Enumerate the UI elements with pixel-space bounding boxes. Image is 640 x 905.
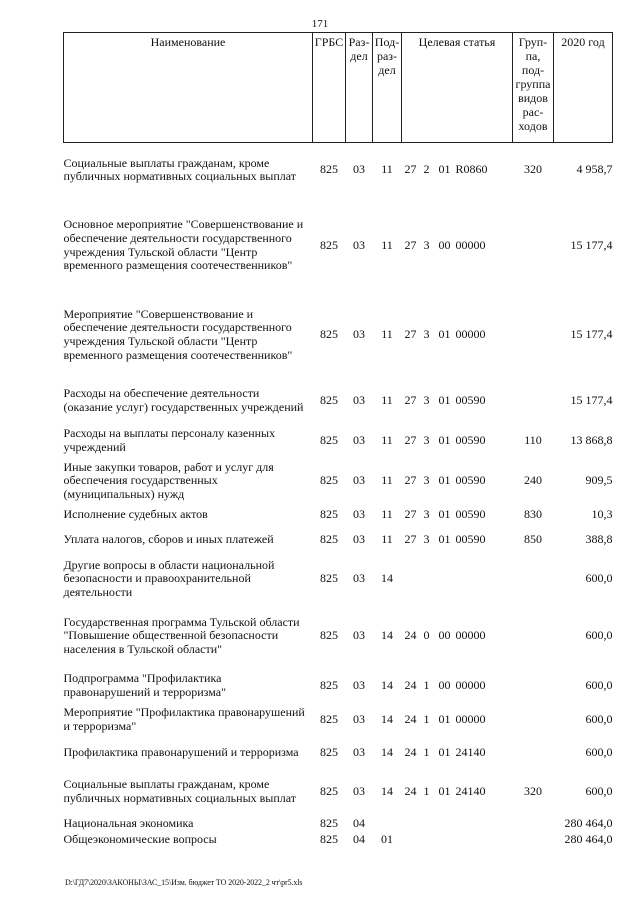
row-razdel: 03 — [353, 392, 365, 407]
row-target-part: 00000 — [455, 237, 486, 252]
row-target-part: 27 — [404, 531, 417, 546]
row-target-part: 3 — [423, 507, 430, 522]
row-target-part: 00 — [438, 677, 451, 692]
row-razdel: 03 — [353, 571, 365, 586]
row-amount: 13 868,8 — [570, 432, 613, 447]
row-grbs: 825 — [320, 831, 338, 846]
row-name: Иные закупки товаров, работ и услуг для обеспечения государственных (муниципальных) нужд — [63, 459, 274, 501]
header-razdel: Раз- дел — [346, 33, 373, 143]
row-amount: 15 177,4 — [570, 237, 613, 252]
row-target-part: 00590 — [455, 392, 486, 407]
row-group: 830 — [524, 507, 542, 522]
row-target-part: 24 — [404, 628, 417, 643]
row-group — [513, 377, 554, 425]
row-name: Государственная программа Тульской области "Повышение общественной безопасности населения в Тульской области" — [63, 614, 300, 656]
row-amount: 600,0 — [585, 711, 613, 726]
row-target-part: 27 — [404, 237, 417, 252]
table-row — [64, 816, 613, 832]
row-podrazdel: 14 — [381, 677, 393, 692]
row-amount: 15 177,4 — [570, 392, 613, 407]
row-group — [513, 816, 554, 832]
row-target-part: 01 — [438, 162, 451, 177]
row-target-part: 3 — [423, 237, 430, 252]
row-target-part: 00590 — [455, 432, 486, 447]
row-podrazdel: 14 — [381, 784, 393, 799]
row-razdel: 04 — [353, 815, 365, 830]
row-razdel: 03 — [353, 327, 365, 342]
table-row — [64, 832, 613, 848]
row-grbs: 825 — [320, 507, 338, 522]
header-name: Наименование — [64, 33, 313, 143]
row-target-part: 01 — [438, 744, 451, 759]
row-amount: 388,8 — [585, 531, 613, 546]
row-target-part: 01 — [438, 392, 451, 407]
row-razdel: 03 — [353, 473, 365, 488]
table-body — [64, 143, 613, 848]
row-name: Мероприятие "Совершенствование и обеспечение деятельности государственного учреждения Тульской области "Центр временного размещения соотечественников" — [63, 306, 293, 362]
row-amount: 600,0 — [585, 677, 613, 692]
row-grbs: 825 — [320, 744, 338, 759]
row-target-part: 1 — [423, 744, 430, 759]
table-row — [64, 737, 613, 769]
row-podrazdel: 14 — [381, 744, 393, 759]
row-podrazdel: 11 — [381, 162, 393, 177]
row-grbs: 825 — [320, 473, 338, 488]
row-target — [402, 816, 513, 832]
row-target — [402, 737, 513, 769]
table-row — [64, 457, 613, 506]
row-target-part: 01 — [438, 507, 451, 522]
row-group — [513, 198, 554, 294]
row-target-part: 27 — [404, 473, 417, 488]
row-razdel: 03 — [353, 507, 365, 522]
row-amount: 600,0 — [585, 784, 613, 799]
table-row — [64, 506, 613, 525]
row-group — [513, 669, 554, 703]
table-row — [64, 555, 613, 604]
row-grbs: 825 — [320, 711, 338, 726]
table-row — [64, 669, 613, 703]
table-row — [64, 604, 613, 669]
row-amount: 4 958,7 — [576, 162, 613, 177]
row-group: 850 — [524, 531, 542, 546]
row-razdel: 04 — [353, 831, 365, 846]
row-group — [513, 703, 554, 737]
row-target-part: 0 — [423, 628, 430, 643]
row-grbs: 825 — [320, 432, 338, 447]
row-target — [402, 525, 513, 555]
row-podrazdel: 11 — [381, 531, 393, 546]
row-target-part: 3 — [423, 432, 430, 447]
row-podrazdel: 01 — [381, 831, 393, 846]
row-grbs: 825 — [320, 162, 338, 177]
row-target-part: 27 — [404, 432, 417, 447]
row-podrazdel: 11 — [381, 473, 393, 488]
row-group — [513, 294, 554, 377]
row-grbs: 825 — [320, 392, 338, 407]
row-name: Основное мероприятие "Совершенствование и обеспечение деятельности государственного учреждения Тульской области "Центр временного размещения соотечественников" — [63, 217, 304, 273]
row-name: Расходы на обеспечение деятельности (оказание услуг) государственных учреждений — [63, 385, 304, 414]
row-target-part: 24 — [404, 744, 417, 759]
row-target — [402, 377, 513, 425]
row-target — [402, 143, 513, 198]
row-target-part: 01 — [438, 473, 451, 488]
row-group: 320 — [524, 784, 542, 799]
row-razdel: 03 — [353, 744, 365, 759]
table-row — [64, 769, 613, 816]
row-name: Исполнение судебных актов — [63, 507, 208, 522]
row-grbs: 825 — [320, 677, 338, 692]
footer-file-path: D:\ГД7\2020\ЗАКОНЫ\ЗАС_15\Изм. бюджет ТО 2020-2022_2 чт\pr5.xls — [65, 878, 303, 887]
row-podrazdel: 14 — [381, 628, 393, 643]
row-grbs: 825 — [320, 784, 338, 799]
row-amount: 15 177,4 — [570, 327, 613, 342]
table-row — [64, 425, 613, 457]
row-group: 110 — [524, 432, 542, 447]
row-name: Уплата налогов, сборов и иных платежей — [63, 531, 274, 546]
row-target-part: 24 — [404, 784, 417, 799]
table-header-row — [64, 33, 613, 143]
row-podrazdel: 11 — [381, 237, 393, 252]
row-grbs: 825 — [320, 628, 338, 643]
row-group: 320 — [524, 162, 542, 177]
row-target-part: 2 — [423, 162, 430, 177]
row-target-part: 01 — [438, 784, 451, 799]
row-target — [402, 457, 513, 506]
row-razdel: 03 — [353, 677, 365, 692]
row-target-part: 1 — [423, 677, 430, 692]
row-target-part: 00000 — [455, 677, 486, 692]
row-amount: 280 464,0 — [564, 815, 613, 830]
row-target-part: 01 — [438, 327, 451, 342]
header-grbs: ГРБС — [313, 33, 346, 143]
table-row — [64, 377, 613, 425]
row-target-part: 1 — [423, 784, 430, 799]
table-row — [64, 703, 613, 737]
row-name: Мероприятие "Профилактика правонарушений и терроризма" — [63, 704, 305, 733]
table-row — [64, 143, 613, 198]
row-target-part: 00590 — [455, 507, 486, 522]
row-target — [402, 604, 513, 669]
budget-table — [63, 32, 613, 848]
row-name: Социальные выплаты гражданам, кроме публичных нормативных социальных выплат — [63, 777, 297, 805]
row-group — [513, 832, 554, 848]
row-target — [402, 425, 513, 457]
page-number: 171 — [311, 18, 329, 30]
row-target — [402, 769, 513, 816]
table-row — [64, 198, 613, 294]
row-podrazdel: 11 — [381, 327, 393, 342]
row-target-part: 1 — [423, 711, 430, 726]
row-target-part: 27 — [404, 162, 417, 177]
row-podrazdel: 11 — [381, 392, 393, 407]
row-target-part: 01 — [438, 531, 451, 546]
header-year: 2020 год — [554, 33, 613, 143]
row-target — [402, 294, 513, 377]
row-target-part: 24 — [404, 711, 417, 726]
row-grbs: 825 — [320, 571, 338, 586]
row-target-part: 00590 — [455, 531, 486, 546]
row-target-part: 3 — [423, 327, 430, 342]
row-target-part: 3 — [423, 392, 430, 407]
row-target — [402, 669, 513, 703]
row-name: Общеэкономические вопросы — [63, 831, 217, 846]
header-target: Целевая статья — [402, 33, 513, 143]
row-target — [402, 832, 513, 848]
row-target-part: 3 — [423, 473, 430, 488]
row-amount: 10,3 — [591, 507, 613, 522]
row-name: Профилактика правонарушений и терроризма — [63, 744, 299, 759]
row-target — [402, 506, 513, 525]
table-row — [64, 294, 613, 377]
row-razdel: 03 — [353, 628, 365, 643]
row-name: Национальная экономика — [63, 815, 194, 830]
row-grbs: 825 — [320, 815, 338, 830]
row-name: Расходы на выплаты персоналу казенных учреждений — [63, 425, 276, 454]
row-razdel: 03 — [353, 237, 365, 252]
row-podrazdel: 11 — [381, 507, 393, 522]
row-target-part: 00000 — [455, 711, 486, 726]
row-target — [402, 198, 513, 294]
row-target — [402, 555, 513, 604]
header-podrazdel: Под- раз- дел — [373, 33, 402, 143]
row-podrazdel: 14 — [381, 711, 393, 726]
row-target-part: 00000 — [455, 628, 486, 643]
row-razdel: 03 — [353, 162, 365, 177]
row-amount: 600,0 — [585, 571, 613, 586]
row-target-part: 01 — [438, 432, 451, 447]
row-razdel: 03 — [353, 531, 365, 546]
row-podrazdel — [373, 816, 402, 832]
row-target-part: 01 — [438, 711, 451, 726]
table-row — [64, 525, 613, 555]
row-target-part: 24 — [404, 677, 417, 692]
header-group: Груп- па, под- группа видов рас- ходов — [513, 33, 554, 143]
row-name: Подпрограмма "Профилактика правонарушений и терроризма" — [63, 670, 226, 699]
row-name: Другие вопросы в области национальной безопасности и правоохранительной деятельности — [63, 557, 275, 599]
row-razdel: 03 — [353, 432, 365, 447]
row-target-part: 00000 — [455, 327, 486, 342]
row-amount: 909,5 — [585, 473, 613, 488]
row-podrazdel: 14 — [381, 571, 393, 586]
row-target-part: 27 — [404, 327, 417, 342]
row-group — [513, 555, 554, 604]
row-target-part: 00 — [438, 237, 451, 252]
row-group — [513, 737, 554, 769]
row-target-part: 00590 — [455, 473, 486, 488]
row-target — [402, 703, 513, 737]
row-target-part: 00 — [438, 628, 451, 643]
row-target-part: R0860 — [455, 162, 488, 177]
row-target-part: 24140 — [455, 784, 486, 799]
row-razdel: 03 — [353, 711, 365, 726]
row-target-part: 27 — [404, 392, 417, 407]
row-amount: 600,0 — [585, 744, 613, 759]
row-grbs: 825 — [320, 327, 338, 342]
row-name: Социальные выплаты гражданам, кроме публичных нормативных социальных выплат — [63, 155, 297, 184]
row-target-part: 27 — [404, 507, 417, 522]
row-group: 240 — [524, 473, 542, 488]
row-podrazdel: 11 — [381, 432, 393, 447]
row-amount: 280 464,0 — [564, 831, 613, 846]
row-grbs: 825 — [320, 237, 338, 252]
row-group — [513, 604, 554, 669]
row-amount: 600,0 — [585, 628, 613, 643]
row-target-part: 3 — [423, 531, 430, 546]
row-target-part: 24140 — [455, 744, 486, 759]
row-grbs: 825 — [320, 531, 338, 546]
row-razdel: 03 — [353, 784, 365, 799]
